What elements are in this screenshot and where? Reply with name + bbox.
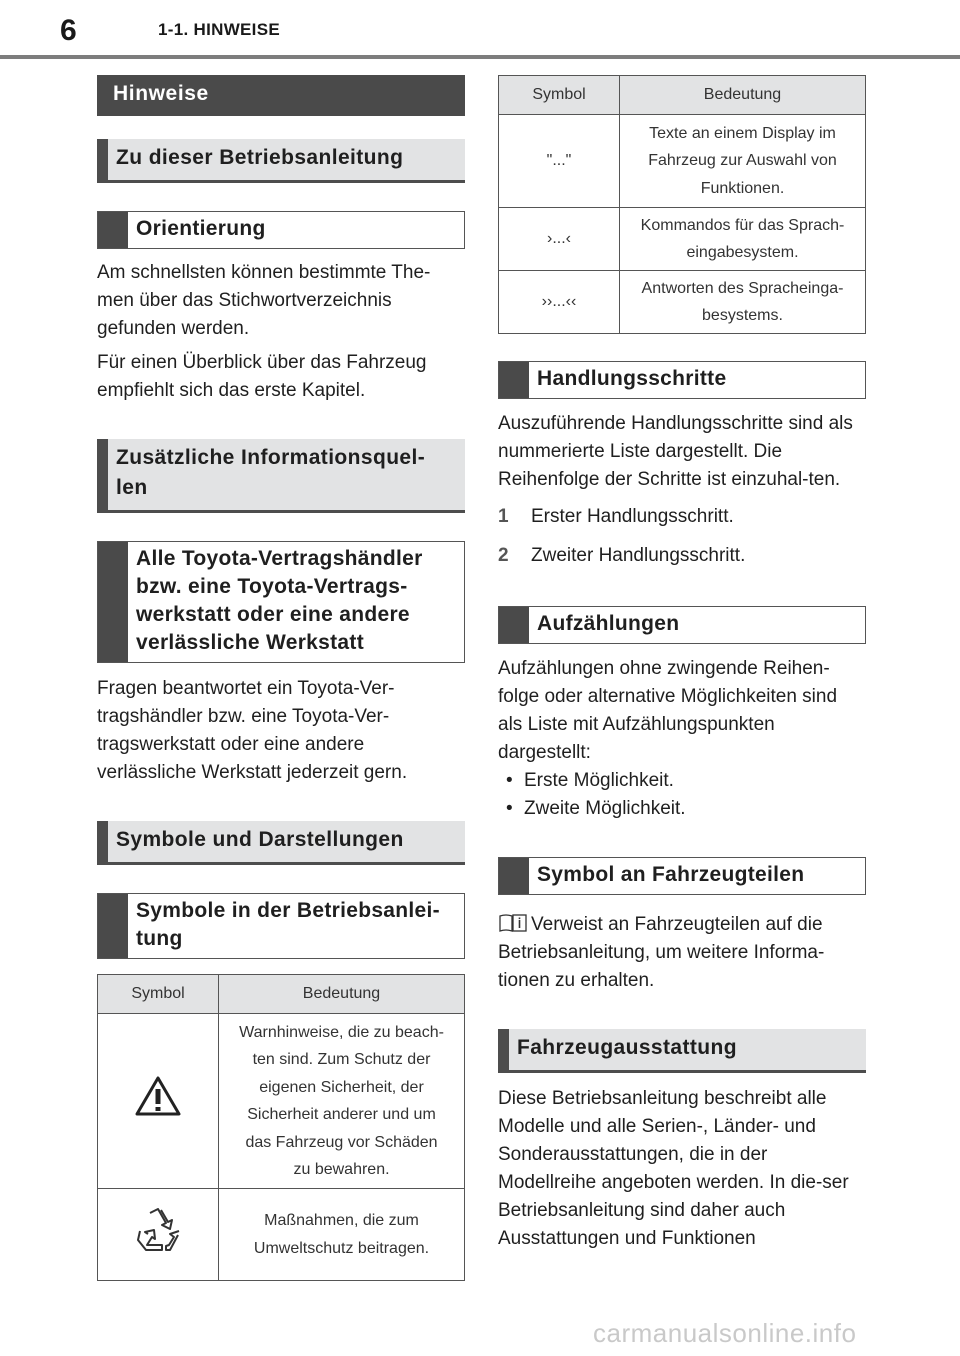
heading-line: len [116, 476, 148, 499]
meaning-cell [620, 115, 866, 208]
heading-zusaetzliche-informationen [97, 439, 465, 513]
section-title: 1-1. HINWEISE [158, 20, 280, 39]
symbol-cell: ››...‹‹ [499, 271, 620, 334]
heading-line: tung [136, 927, 183, 950]
meaning-line: das Fahrzeug vor Schäden [245, 1133, 438, 1151]
table-row [499, 115, 866, 208]
manual-book-icon [498, 913, 528, 933]
watermark: carmanualsonline.info [593, 1318, 857, 1348]
recycle-icon [134, 1207, 182, 1253]
heading-bar [98, 212, 128, 248]
table-row [98, 1189, 465, 1281]
meaning-line: Funktionen. [700, 179, 785, 197]
meaning-line: eingabesystem. [686, 244, 799, 261]
column-header-bedeutung: Bedeutung [620, 76, 866, 115]
step-text: Erster Handlungsschritt. [531, 506, 734, 527]
meaning-line: Antworten des Spracheinga- [641, 279, 844, 297]
meaning-cell [219, 1014, 465, 1189]
meaning-line: Warnhinweise, die zu beach- [239, 1023, 444, 1041]
heading-handlungsschritte [498, 361, 866, 399]
meaning-line: Kommandos für das Sprach- [640, 216, 845, 234]
heading-text [128, 542, 431, 662]
table-row [499, 208, 866, 271]
symbol-cell: ›...‹ [499, 208, 620, 271]
meaning-cell [620, 208, 866, 271]
warning-triangle-icon [135, 1075, 181, 1117]
column-header-bedeutung: Bedeutung [219, 975, 465, 1014]
heading-line: werkstatt oder eine andere [136, 603, 410, 626]
chapter-heading: Hinweise [97, 75, 465, 116]
right-column [498, 75, 866, 1253]
symbol-table-2 [498, 75, 866, 334]
left-column [97, 75, 465, 1281]
heading-text [128, 894, 448, 958]
heading-text: Aufzählungen [537, 612, 680, 635]
bullet-text: Erste Möglichkeit. [524, 770, 674, 791]
heading-orientierung [97, 211, 465, 249]
page-number: 6 [60, 14, 77, 47]
meaning-line: Umweltschutz beitragen. [253, 1239, 430, 1257]
heading-betriebsanleitung: Zu dieser Betriebsanleitung [97, 139, 465, 183]
heading-fahrzeugausstattung: Fahrzeugausstattung [498, 1029, 866, 1073]
step-item [498, 503, 866, 531]
paragraph-symbol-fahrzeugteile [498, 911, 866, 995]
heading-symbole: Symbole und Darstellungen [97, 821, 465, 865]
table-row [499, 271, 866, 334]
paragraph-toyota: Fragen beantwortet ein Toyota-Ver-tragshändler bzw. eine Toyota-Ver-tragswerkstatt oder eine andere verlässliche Werkstatt jederzeit gern. [97, 678, 408, 783]
meaning-line: ten sind. Zum Schutz der [252, 1051, 431, 1068]
meaning-line: besystems. [702, 307, 783, 324]
paragraph-handlungsschritte: Auszuführende Handlungsschritte sind als nummerierte Liste dargestellt. Die Reihenfolge der Schritte ist einzuhal-ten. [498, 413, 853, 490]
paragraph-orientierung-1: Am schnellsten können bestimmte The-men über das Stichwortverzeichnis gefunden werden. [97, 262, 431, 339]
bullet-item [498, 767, 866, 795]
heading-line: Zusätzliche Informationsquel- [116, 446, 426, 469]
step-item [498, 542, 866, 570]
heading-line: Symbole in der Betriebsanlei- [136, 899, 440, 922]
meaning-cell [620, 271, 866, 334]
paragraph-text: Verweist an Fahrzeugteilen auf die Betriebsanleitung, um weitere Informa-tionen zu erhalten. [498, 914, 825, 991]
table-header-row [98, 975, 465, 1014]
heading-bar [499, 858, 529, 894]
meaning-line: zu bewahren. [293, 1161, 390, 1178]
meaning-line: Texte an einem Display im [649, 124, 836, 142]
bullet-text: Zweite Möglichkeit. [524, 798, 686, 819]
heading-text: Symbol an Fahrzeugteilen [537, 863, 805, 886]
symbol-cell [98, 1014, 219, 1189]
header-divider [0, 55, 960, 59]
heading-line: verlässliche Werkstatt [136, 631, 365, 654]
heading-text: Handlungsschritte [537, 367, 727, 390]
heading-symbol-fahrzeugteile [498, 857, 866, 895]
column-header-symbol: Symbol [98, 975, 219, 1014]
meaning-cell [219, 1189, 465, 1281]
column-header-symbol: Symbol [499, 76, 620, 115]
table-header-row [499, 76, 866, 115]
meaning-line: Sicherheit anderer und um [247, 1106, 436, 1123]
heading-toyota-werkstatt [97, 541, 465, 663]
step-number: 2 [498, 545, 509, 566]
symbol-cell [98, 1189, 219, 1281]
bullet-dot: • [506, 770, 513, 791]
heading-line: Alle Toyota-Vertragshändler [136, 547, 423, 570]
heading-text: Orientierung [136, 217, 266, 240]
heading-bar [499, 607, 529, 643]
heading-symbole-anleitung [97, 893, 465, 959]
heading-line: bzw. eine Toyota-Vertrags- [136, 575, 408, 598]
meaning-line: eigenen Sicherheit, der [259, 1078, 424, 1096]
heading-aufzaehlungen [498, 606, 866, 644]
bullet-dot: • [506, 798, 513, 819]
paragraph-aufzaehlungen: Aufzählungen ohne zwingende Reihen-folge oder alternative Möglichkeiten sind als Liste mit Aufzählungspunkten dargestellt: [498, 658, 838, 763]
symbol-cell: "..." [499, 115, 620, 208]
bullet-item [498, 795, 866, 823]
meaning-line: Maßnahmen, die zum [264, 1212, 419, 1229]
paragraph-orientierung-2: Für einen Überblick über das Fahrzeug empfiehlt sich das erste Kapitel. [97, 352, 427, 401]
symbol-table-1 [97, 974, 465, 1281]
meaning-line: Fahrzeug zur Auswahl von [648, 152, 837, 170]
heading-bar [98, 542, 128, 662]
step-number: 1 [498, 506, 509, 527]
heading-bar [499, 362, 529, 398]
table-row [98, 1014, 465, 1189]
paragraph-fahrzeugausstattung: Diese Betriebsanleitung beschreibt alle Modelle und alle Serien-, Länder- und Sonderausstattungen, die in der Modellreihe angeboten werden. In die-ser Betriebsanleitung sind daher auch Ausstattungen und Funktionen [498, 1088, 849, 1249]
heading-bar [98, 894, 128, 958]
step-text: Zweiter Handlungsschritt. [531, 545, 746, 566]
